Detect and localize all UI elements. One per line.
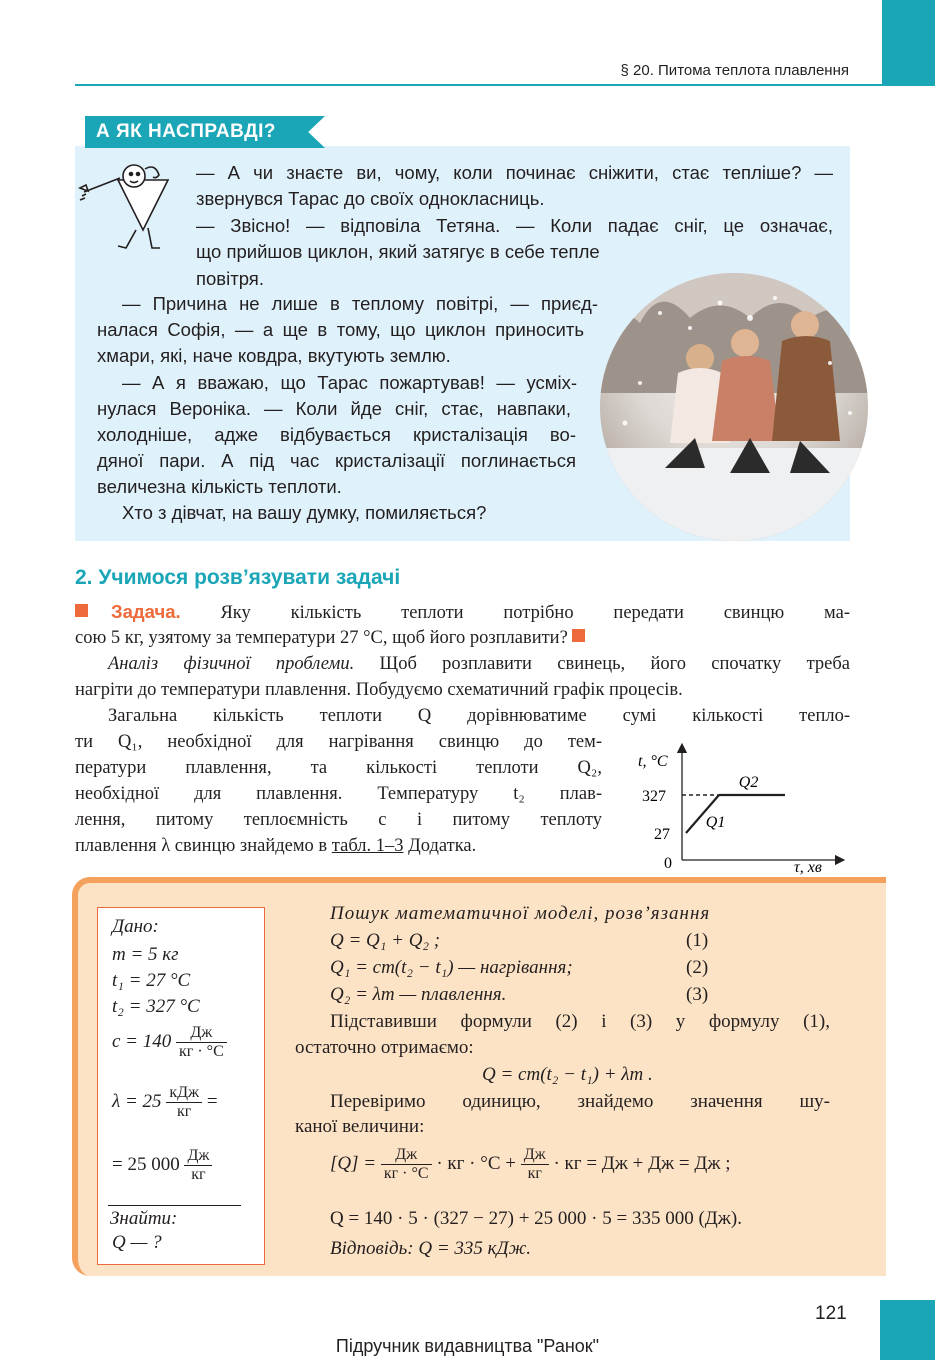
given-lambda-si: [112, 1147, 212, 1184]
given-t2: t₂ = 327 °C: [112, 996, 200, 1017]
solution-text: Підставивши формули (2) і (3) у формулу (1),: [330, 1011, 830, 1032]
temperature-graph: [630, 740, 855, 875]
info-line: дяної пари. А під час кристалізації поглинається: [97, 450, 576, 471]
equation-2-number: (2): [686, 957, 709, 978]
paragraph-line: [75, 833, 476, 859]
series-label-q2: Q2: [738, 774, 759, 791]
analysis-text: Щоб розплавити свинець, його спочатку треба: [354, 654, 850, 674]
equation-final: Q = cm(t₂ − t₁) + λm .: [482, 1064, 653, 1085]
paragraph-line: ператури плавлення, та кількості теплоти Q₂,: [75, 758, 602, 778]
fraction-numerator: Дж: [176, 1024, 227, 1043]
info-line: — Причина не лише в теплому повітрі, — приєд-: [122, 293, 598, 314]
series-label-q1: Q1: [705, 814, 726, 831]
given-mass: m = 5 кг: [112, 944, 179, 965]
info-line: що прийшов циклон, який затягує в себе тепле: [196, 241, 600, 262]
equation-1: Q = Q₁ + Q₂ ;: [330, 930, 441, 951]
find-q: Q — ?: [112, 1232, 162, 1253]
find-title: Знайти:: [110, 1208, 178, 1229]
task-line-2: [75, 625, 585, 651]
solution-text: каної величини:: [295, 1116, 425, 1137]
girls-in-snow-photo: [600, 273, 868, 541]
thinking-mascot-icon: [78, 160, 188, 252]
given-c-value: c = 140: [112, 1030, 172, 1052]
origin-label: 0: [664, 855, 672, 872]
paragraph-line: ти Q₁, необхідної для нагрівання свинцю до тем-: [75, 732, 602, 752]
given-lambda-unit: [166, 1084, 202, 1121]
task-marker-icon: [75, 604, 88, 617]
analysis-line-1: [108, 651, 850, 677]
section-heading: 2. Учимося розв’язувати задачі: [75, 566, 401, 589]
unit-fraction-2: [521, 1146, 549, 1183]
fraction-numerator: Дж: [184, 1147, 212, 1166]
given-title: Дано:: [112, 916, 159, 937]
fraction-denominator: кг: [191, 1166, 206, 1183]
info-line: — А чи знаєте ви, чому, коли починає сніжити, стає тепліше? —: [196, 162, 833, 183]
info-line: Хто з дівчат, на вашу думку, помиляється?: [122, 502, 487, 523]
fraction-numerator: Дж: [521, 1146, 549, 1165]
info-line: хмари, які, наче ковдра, вкутують землю.: [97, 345, 451, 366]
fraction-denominator: кг · °С: [179, 1043, 224, 1060]
table-reference-link[interactable]: табл. 1–3: [331, 836, 404, 856]
publisher-note: Підручник видавництва "Ранок": [335, 1336, 600, 1356]
given-c: [112, 1024, 227, 1061]
fraction-denominator: кг: [177, 1103, 192, 1120]
analysis-label: Аналіз фізичної проблеми.: [108, 654, 355, 674]
header-tab-decoration: [882, 0, 935, 86]
header-rule: [75, 84, 882, 86]
fraction-denominator: кг: [527, 1165, 542, 1182]
equation-3: Q₂ = λm — плавлення.: [330, 984, 507, 1005]
given-c-unit: [176, 1024, 227, 1061]
calculation: Q = 140 · 5 · (327 − 27) + 25 000 · 5 = 335 000 (Дж).: [330, 1208, 742, 1229]
solution-heading: Пошук математичної моделі, розв’язання: [330, 903, 711, 924]
answer-line: [330, 1238, 531, 1260]
paragraph-text: плавлення λ свинцю знайдемо в: [75, 836, 332, 856]
unit-check-middle: · кг · °С +: [436, 1152, 516, 1174]
task-text: сою 5 кг, узятому за температури 27 °С, щоб його розплавити?: [75, 628, 568, 648]
page-number: 121: [815, 1303, 847, 1324]
task-text: Яку кількість теплоти потрібно передати свинцю ма-: [180, 603, 850, 623]
y-tick-327: 327: [642, 788, 666, 805]
task-line-1: [75, 599, 850, 626]
fraction-numerator: кДж: [166, 1084, 202, 1103]
unit-check-lhs: [Q] =: [330, 1152, 377, 1174]
info-line: налася Софія, — а ще в тому, що циклон приносить: [97, 319, 584, 340]
given-t1: t₁ = 27 °C: [112, 970, 191, 991]
info-line: повітря.: [196, 268, 264, 289]
paragraph-line: необхідної для плавлення. Температуру t₂ плав-: [75, 784, 602, 804]
task-label: Задача.: [111, 601, 181, 622]
given-lambda-si-unit: [184, 1147, 212, 1184]
answer-label: Відповідь:: [330, 1238, 414, 1259]
solution-text: Перевіримо одиницю, знайдемо значення шу-: [330, 1091, 830, 1112]
equation-1-number: (1): [686, 930, 709, 951]
equals-sign: =: [206, 1090, 218, 1112]
paragraph-line: лення, питому теплоємність c і питому теплоту: [75, 810, 602, 830]
paragraph-line: Загальна кількість теплоти Q дорівнюватиме сумі кількості тепло-: [108, 706, 850, 726]
info-line: нулася Вероніка. — Коли йде сніг, стає, навпаки,: [97, 398, 571, 419]
running-header: § 20. Питома теплота плавлення: [620, 62, 849, 79]
fraction-numerator: Дж: [381, 1146, 432, 1165]
analysis-line-2: нагріти до температури плавлення. Побудуємо схематичний графік процесів.: [75, 680, 683, 700]
info-line: звернувся Тарас до своїх однокласниць.: [196, 188, 545, 209]
unit-fraction-1: [381, 1146, 432, 1183]
given-lambda: [112, 1084, 218, 1121]
y-axis-label: t, °C: [638, 753, 668, 770]
given-divider: [108, 1205, 241, 1206]
given-lambda-value: λ = 25: [112, 1090, 162, 1112]
equation-3-number: (3): [686, 984, 709, 1005]
unit-check: [330, 1146, 731, 1183]
paragraph-text: Додатка.: [403, 836, 477, 856]
equation-2: Q₁ = cm(t₂ − t₁) — нагрівання;: [330, 957, 573, 978]
solution-text: остаточно отримаємо:: [295, 1037, 474, 1058]
photo-illustration: [600, 273, 868, 541]
x-axis-label: τ, хв: [794, 859, 822, 875]
info-line: величезна кількість теплоти.: [97, 476, 342, 497]
info-line: холодніше, адже відбувається кристалізація во-: [97, 424, 576, 445]
fraction-denominator: кг · °С: [383, 1165, 429, 1182]
answer-value: Q = 335 кДж.: [413, 1238, 532, 1259]
task-end-marker-icon: [572, 629, 585, 642]
info-line: — А я вважаю, що Тарас пожартував! — усміх-: [122, 372, 577, 393]
y-tick-27: 27: [654, 826, 670, 843]
info-box-title: А ЯК НАСПРАВДІ?: [96, 121, 276, 142]
given-lambda-si-value: = 25 000: [112, 1153, 180, 1175]
info-line: — Звісно! — відповіла Тетяна. — Коли падає сніг, це означає,: [196, 215, 833, 236]
unit-check-end: · кг = Дж + Дж = Дж ;: [553, 1152, 731, 1174]
